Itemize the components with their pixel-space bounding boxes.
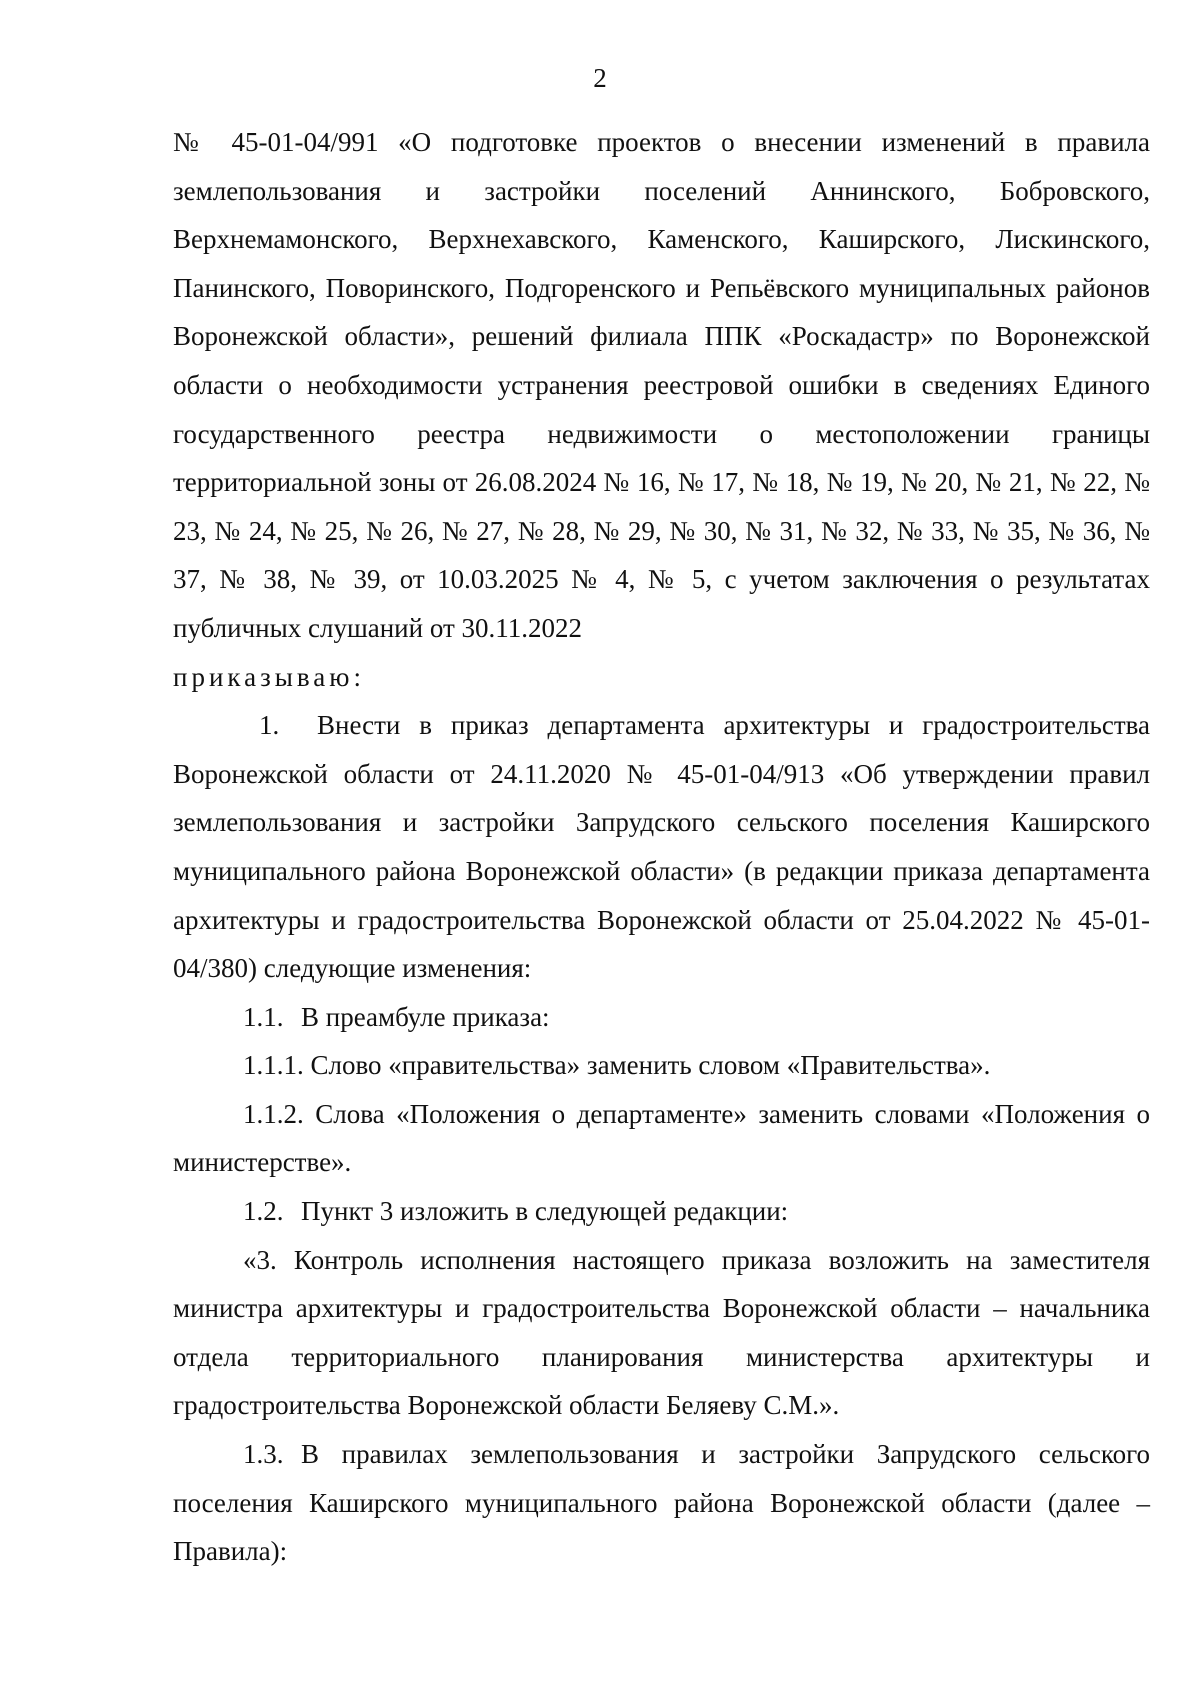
item-1-paragraph (173, 701, 1150, 993)
preamble-paragraph: № 45-01-04/991 «О подготовке проектов о внесении изменений в правила землепользования и застройки поселений Аннинского, Бобровского, Верхнемамонского, Верхнехавского, Каменского, Каширского, Лискинского, Панинского, Поворинского, Подгоренского и Репьёвского муниципальных районов Воронежской области», решений филиала ППК «Роскадастр» по Воронежской области о необходимости устранения реестровой ошибки в сведениях Единого государственного реестра недвижимости о местоположении границы территориальной зоны от 26.08.2024 № 16, № 17, № 18, № 19, № 20, № 21, № 22, № 23, № 24, № 25, № 26, № 27, № 28, № 29, № 30, № 31, № 32, № 33, № 35, № 36, № 37, № 38, № 39, от 10.03.2025 № 4, № 5, с учетом заключения о результатах публичных слушаний от 30.11.2022 (173, 127, 1150, 643)
item-1-3-text: В правилах землепользования и застройки Запрудского сельского поселения Каширского муниципального района Воронежской области (далее – Правила): (173, 1439, 1150, 1567)
document-body (173, 118, 1150, 1576)
item-3-quote-paragraph: «3. Контроль исполнения настоящего приказа возложить на заместителя министра архитектуры и градостроительства Воронежской области – начальника отдела территориального планирования министерства архитектуры и градостроительства Воронежской области Беляеву С.М.». (173, 1244, 1150, 1421)
item-1-1-number: 1.1. (243, 1001, 284, 1032)
order-word: приказываю: (173, 661, 365, 692)
item-1-1-1-paragraph: 1.1.1. Слово «правительства» заменить словом «Правительства». (243, 1050, 991, 1081)
item-1-text: Внести в приказ департамента архитектуры и градостроительства Воронежской области от 24.11.2020 № 45-01-04/913 «Об утверждении правил землепользования и застройки Запрудского сельского поселения Каширского муниципального района Воронежской области» (в редакции приказа департамента архитектуры и градостроительства Воронежской области от 25.04.2022 № 45-01-04/380) следующие изменения: (173, 710, 1150, 984)
item-1-2-number: 1.2. (243, 1196, 284, 1227)
page-number: 2 (593, 63, 607, 93)
item-1-number: 1. (259, 710, 280, 741)
item-1-3-paragraph (173, 1430, 1150, 1576)
item-1-1-2-paragraph: 1.1.2. Слова «Положения о департаменте» заменить словами «Положения о министерстве». (173, 1098, 1150, 1178)
item-1-1-paragraph (173, 993, 1150, 1042)
item-1-2-text: Пункт 3 изложить в следующей редакции: (301, 1196, 789, 1227)
item-1-1-text: В преамбуле приказа: (301, 1001, 550, 1032)
item-1-2-paragraph (173, 1187, 1150, 1236)
item-1-3-number: 1.3. (243, 1439, 284, 1470)
